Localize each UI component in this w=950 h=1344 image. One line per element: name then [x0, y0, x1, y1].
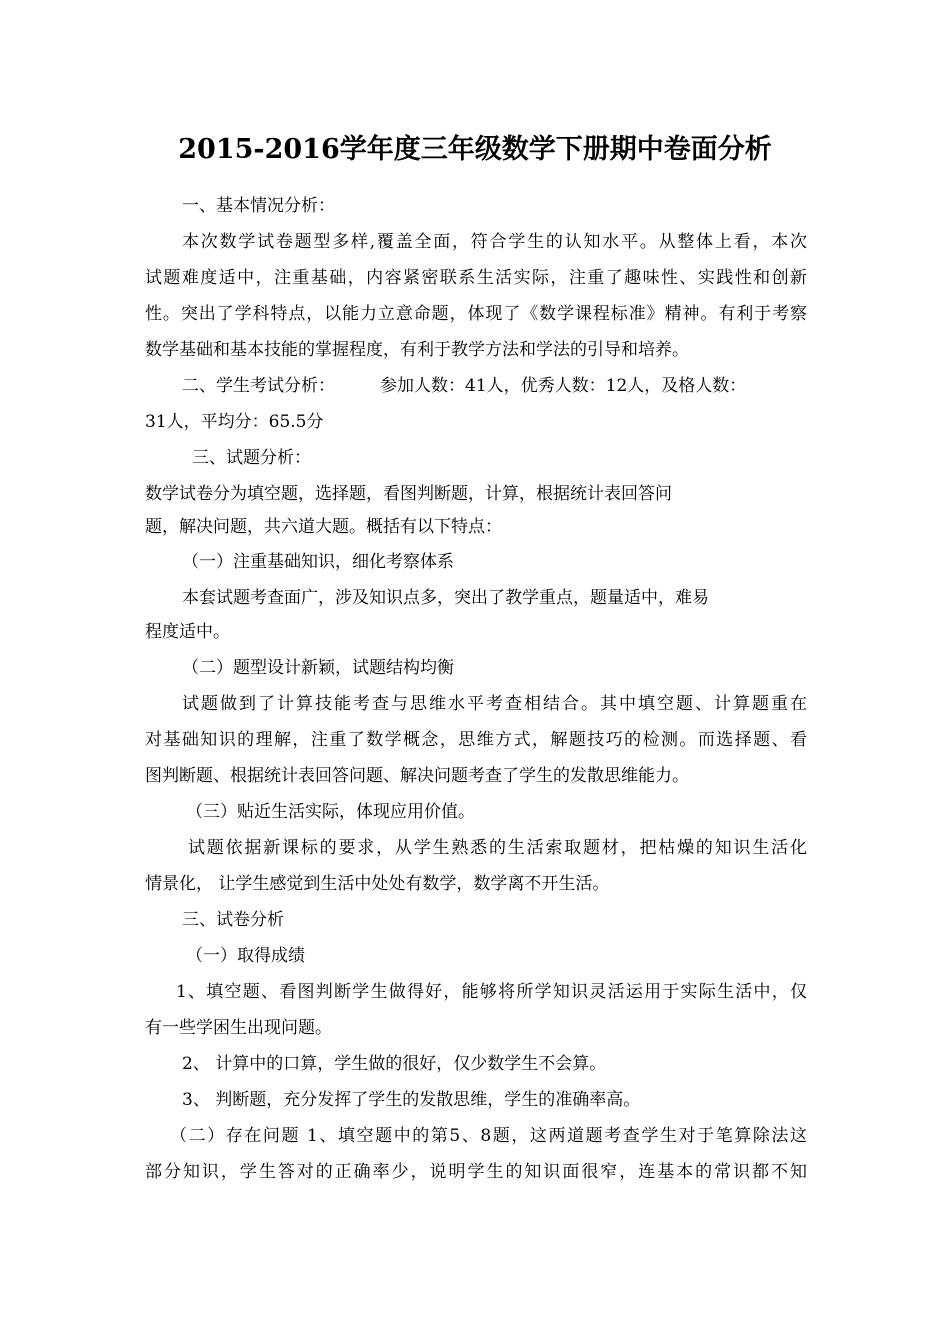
paragraph-line: 本套试题考查面广，涉及知识点多，突出了教学重点，题量适中，难易 [182, 588, 709, 608]
exam-statistics-continued: 31人，平均分：65.5分 [145, 412, 324, 432]
subheading-achievements: （一）取得成绩 [186, 946, 305, 966]
section-heading-basic-situation: 一、基本情况分析： [182, 196, 335, 216]
paragraph-line: 数学试卷分为填空题，选择题，看图判断题，计算，根据统计表回答问 [145, 484, 672, 504]
paragraph-line: 图判断题、根据统计表回答问题、解决问题考查了学生的发散思维能力。 [145, 766, 689, 786]
paragraph-line: 有一些学困生出现问题。 [145, 1018, 332, 1038]
section-heading-paper-analysis: 三、试卷分析 [182, 910, 284, 930]
paragraph-line: 对基础知识的理解，注重了数学概念，思维方式，解题技巧的检测。而选择题、看 [145, 730, 807, 750]
subheading-question-design: （二）题型设计新颖，试题结构均衡 [182, 658, 454, 678]
exam-statistics: 参加人数：41人，优秀人数：12人，及格人数： [380, 376, 747, 396]
paragraph-line: 部分知识，学生答对的正确率少，说明学生的知识面很窄，连基本的常识都不知 [145, 1162, 807, 1182]
paragraph-line: 数学基础和基本技能的掌握程度，有利于教学方法和学法的引导和培养。 [145, 340, 689, 360]
paragraph-line: 性。突出了学科特点，以能力立意命题，体现了《数学课程标准》精神。有利于考察 [145, 304, 807, 324]
section-heading-question-analysis: 三、试题分析： [192, 448, 311, 468]
section-heading-student-analysis: 二、学生考试分析： [182, 376, 335, 396]
paragraph-line: 本次数学试卷题型多样,覆盖全面，符合学生的认知水平。从整体上看，本次 [182, 232, 807, 252]
subheading-basics: （一）注重基础知识，细化考察体系 [182, 552, 454, 572]
paragraph-line: 试题做到了计算技能考查与思维水平考查相结合。其中填空题、计算题重在 [182, 694, 807, 714]
paragraph-line: 题，解决问题，共六道大题。概括有以下特点： [145, 517, 502, 537]
paragraph-line: 试题难度适中，注重基础，内容紧密联系生活实际，注重了趣味性、实践性和创新 [145, 268, 807, 288]
paragraph-line: 试题依据新课标的要求，从学生熟悉的生活索取题材，把枯燥的知识生活化 [188, 838, 807, 858]
document-title: 2015-2016学年度三年级数学下册期中卷面分析 [178, 134, 772, 165]
paragraph-line: 1、填空题、看图判断学生做得好，能够将所学知识灵活运用于实际生活中，仅 [176, 982, 807, 1002]
subheading-real-life: （三）贴近生活实际，体现应用价值。 [186, 802, 475, 822]
paragraph-line: 程度适中。 [145, 622, 230, 642]
subheading-problems: （二）存在问题 1、填空题中的第5、8题，这两道题考查学生对于笔算除法这 [170, 1126, 807, 1146]
list-item: 3、 判断题，充分发挥了学生的发散思维，学生的准确率高。 [182, 1090, 641, 1110]
list-item: 2、 计算中的口算，学生做的很好，仅少数学生不会算。 [182, 1054, 607, 1074]
paragraph-line: 情景化， 让学生感觉到生活中处处有数学，数学离不开生活。 [145, 874, 610, 894]
